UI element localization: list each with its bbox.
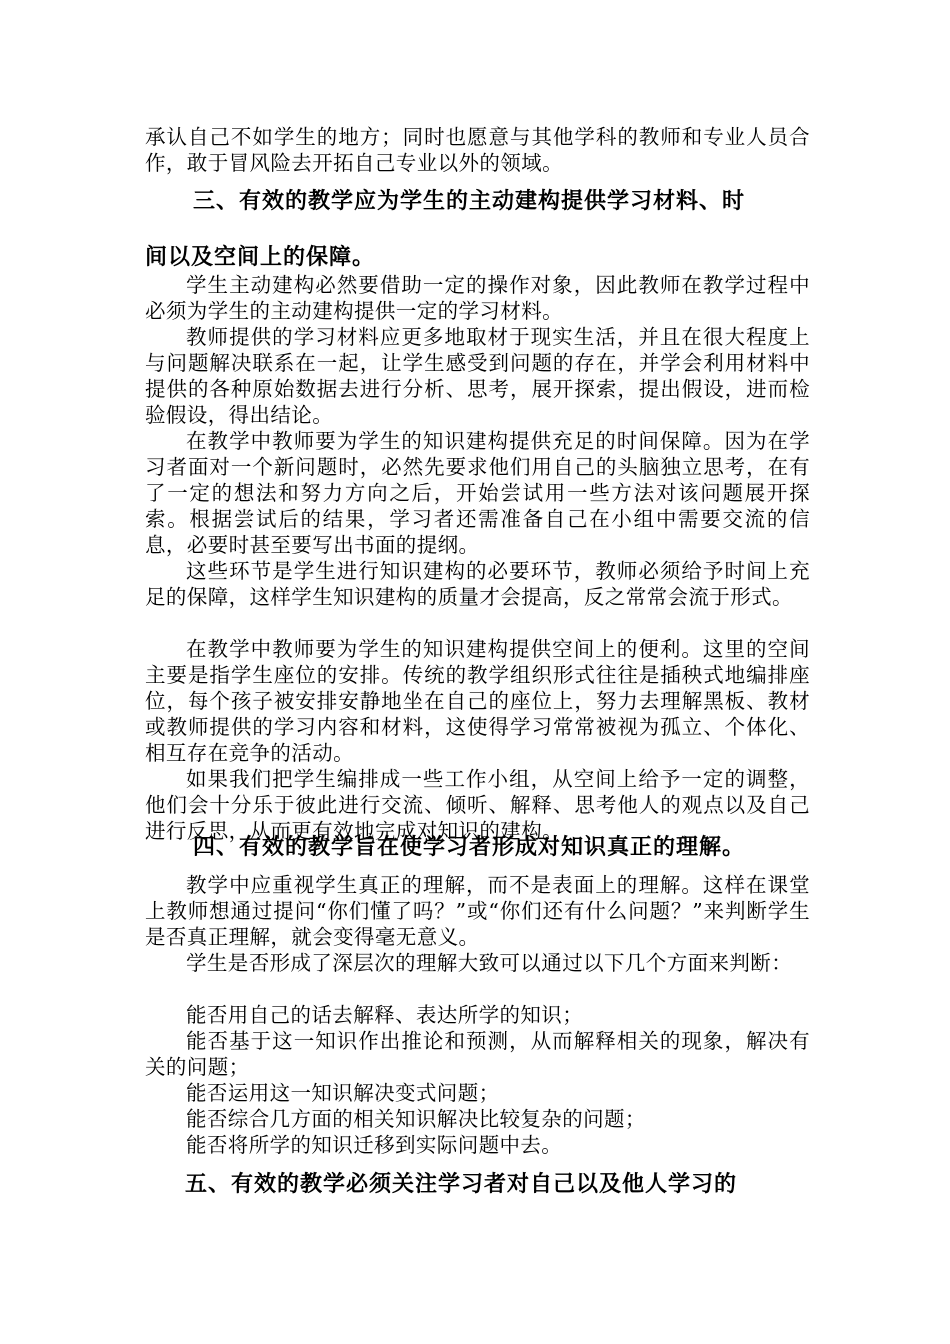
paragraph-continuation: 承认自己不如学生的地方；同时也愿意与其他学科的教师和专业人员合作，敢于冒风险去开拓自己专业以外的领域。 [145,125,810,175]
heading-3-line-2: 间以及空间上的保障。 [145,245,376,270]
section-heading-5: 五、有效的教学必须关注学习者对自己以及他人学习的 [185,1172,738,1197]
paragraph: 教学中应重视学生真正的理解，而不是表面上的理解。这样在课堂上教师想通过提问“你们懂了吗？”或“你们还有什么问题？”来判断学生是否真正理解，就会变得毫无意义。 [145,873,810,949]
section-heading-4: 四、有效的教学旨在使学习者形成对知识真正的理解。 [193,835,746,860]
criteria-item: 能否综合几方面的相关知识解决比较复杂的问题； [186,1107,646,1131]
criteria-item: 能否基于这一知识作出推论和预测，从而解释相关的现象，解决有关的问题； [145,1029,810,1079]
paragraph: 这些环节是学生进行知识建构的必要环节，教师必须给予时间上充足的保障，这样学生知识建构的质量才会提高，反之常常会流于形式。 [145,559,810,609]
paragraph: 学生主动建构必然要借助一定的操作对象，因此教师在教学过程中必须为学生的主动建构提供一定的学习材料。 [145,273,810,323]
paragraph: 教师提供的学习材料应更多地取材于现实生活，并且在很大程度上与问题解决联系在一起，让学生感受到问题的存在，并学会利用材料中提供的各种原始数据去进行分析、思考，展开探索，提出假设，进而检验假设，得出结论。 [145,325,810,427]
paragraph: 学生是否形成了深层次的理解大致可以通过以下几个方面来判断： [186,951,793,975]
paragraph: 在教学中教师要为学生的知识建构提供空间上的便利。这里的空间主要是指学生座位的安排。传统的教学组织形式往往是插秧式地编排座位，每个孩子被安排安静地坐在自己的座位上，努力去理解黑板、教材或教师提供的学习内容和材料，这使得学习常常被视为孤立、个体化、相互存在竞争的活动。 [145,637,810,765]
criteria-item: 能否用自己的话去解释、表达所学的知识； [186,1003,584,1027]
criteria-item: 能否运用这一知识解决变式问题； [186,1081,500,1105]
criteria-item: 能否将所学的知识迁移到实际问题中去。 [186,1133,563,1157]
paragraph: 如果我们把学生编排成一些工作小组，从空间上给予一定的调整，他们会十分乐于彼此进行交流、倾听、解释、思考他人的观点以及自己进行反思，从而更有效地完成对知识的建构。 [145,767,810,843]
heading-3-line-1: 三、有效的教学应为学生的主动建构提供学习材料、时 [193,189,746,214]
section-heading-3 [145,187,825,273]
paragraph: 在教学中教师要为学生的知识建构提供充足的时间保障。因为在学习者面对一个新问题时，必然先要求他们用自己的头脑独立思考，在有了一定的想法和努力方向之后，开始尝试用一些方法对该问题展开探索。根据尝试后的结果，学习者还需准备自己在小组中需要交流的信息，必要时甚至要写出书面的提纲。 [145,429,810,557]
